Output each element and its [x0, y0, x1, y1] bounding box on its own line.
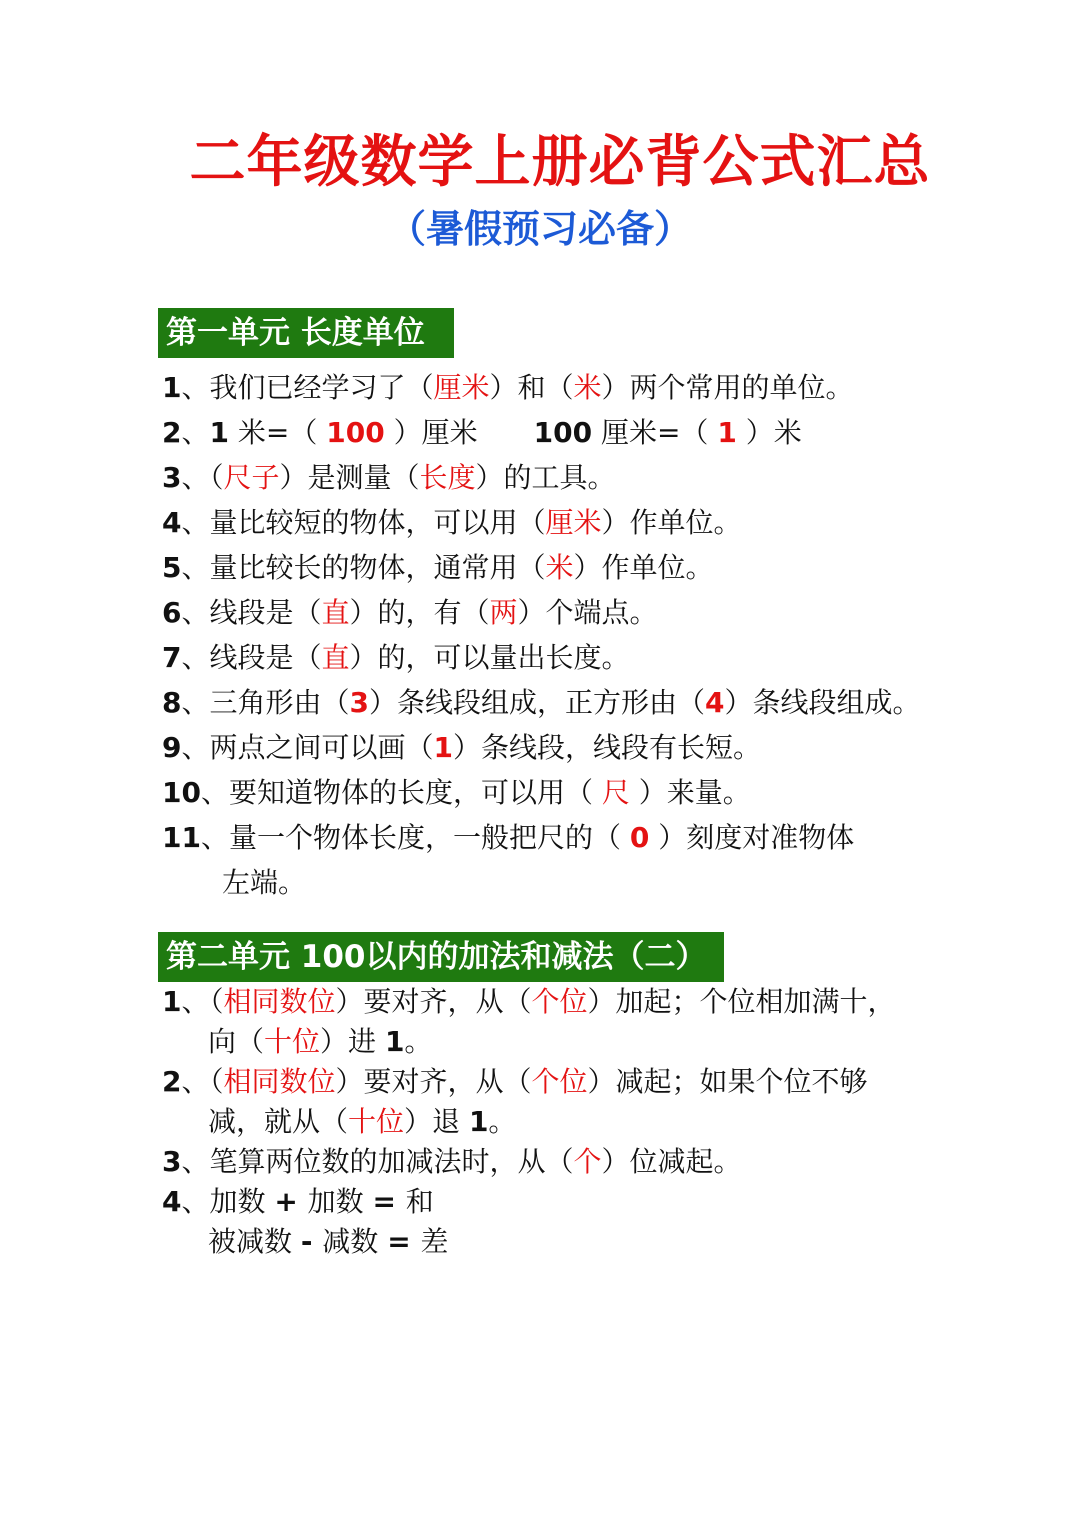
item-text: ）作单位。: [573, 551, 714, 584]
answer-text: 个: [573, 1145, 602, 1178]
item-text: 、量比较长的物体，通常用（: [181, 551, 546, 584]
list-item: [162, 982, 952, 1022]
item-text: ）来量。: [629, 776, 751, 809]
list-item: [162, 455, 952, 500]
answer-text: 尺: [601, 776, 630, 809]
item-text: 和: [405, 1185, 434, 1218]
item-text: ）条线段组成，正方形由（: [368, 686, 705, 719]
item-text: 被减数: [208, 1225, 301, 1258]
item-text: ）厘米: [384, 416, 478, 449]
unit1-heading: 第一单元 长度单位: [158, 308, 454, 358]
operator-text: =: [387, 1225, 421, 1258]
item-text: 1: [209, 416, 229, 449]
item-text: 、三角形由（: [181, 686, 350, 719]
item-text: ）的工具。: [475, 461, 616, 494]
answer-text: 0: [629, 821, 650, 854]
list-item: [162, 725, 952, 770]
item-text: ）的，有（: [349, 596, 490, 629]
unit2-heading: 第二单元 100以内的加法和减法（二）: [158, 932, 724, 982]
answer-text: 两: [489, 596, 518, 629]
item-text: ）的，可以量出长度。: [349, 641, 630, 674]
answer-text: 3: [349, 686, 369, 719]
item-number: 4: [162, 506, 182, 539]
item-text: 1: [468, 1105, 489, 1138]
list-item-continuation: [162, 1102, 952, 1142]
answer-text: 1: [717, 416, 737, 449]
list-item: [162, 1062, 952, 1102]
item-text: ）米: [736, 416, 802, 449]
answer-text: 4: [705, 686, 725, 719]
item-text: 。: [404, 1025, 433, 1058]
item-number: 3: [162, 461, 182, 494]
item-text: 加数: [307, 1185, 373, 1218]
item-number: 1: [162, 985, 182, 1018]
item-number: 9: [162, 731, 182, 764]
item-number: 4: [162, 1185, 182, 1218]
item-text: 减，就从（: [208, 1105, 349, 1138]
item-text: ）是测量（: [279, 461, 420, 494]
item-text: ）刻度对准物体: [649, 821, 855, 854]
item-text: ）和（: [489, 371, 574, 404]
item-text: 、量比较短的物体，可以用（: [181, 506, 546, 539]
list-item: [162, 545, 952, 590]
page-title: 二年级数学上册必背公式汇总: [189, 130, 931, 195]
item-text: ）加起；个位相加满十，: [587, 985, 896, 1018]
item-text: 、（: [181, 461, 224, 494]
item-text: 。: [488, 1105, 517, 1138]
item-text: 1: [384, 1025, 405, 1058]
list-item-continuation: [162, 1222, 952, 1262]
item-text: ）两个常用的单位。: [601, 371, 854, 404]
item-number: 7: [162, 641, 182, 674]
answer-text: 100: [326, 416, 385, 449]
item-text: 、线段是（: [181, 641, 322, 674]
item-text: ）进: [320, 1025, 385, 1058]
item-number: 2: [162, 1065, 182, 1098]
list-item: [162, 590, 952, 635]
list-item: [162, 815, 952, 860]
item-text: ）条线段，线段有长短。: [452, 731, 761, 764]
item-number: 10: [162, 776, 201, 809]
item-text: ）条线段组成。: [724, 686, 921, 719]
list-item: [162, 500, 952, 545]
operator-text: +: [274, 1185, 308, 1218]
operator-text: -: [300, 1225, 323, 1258]
item-number: 3: [162, 1145, 182, 1178]
operator-text: =: [372, 1185, 406, 1218]
item-text: 、两点之间可以画（: [181, 731, 434, 764]
answer-text: 米: [573, 371, 602, 404]
item-number: 5: [162, 551, 182, 584]
item-text: ）退: [404, 1105, 469, 1138]
answer-text: 米: [545, 551, 574, 584]
answer-text: 十位: [348, 1105, 405, 1138]
item-number: 6: [162, 596, 182, 629]
answer-text: 十位: [264, 1025, 321, 1058]
item-text: 、（: [181, 985, 224, 1018]
item-text: 、（: [181, 1065, 224, 1098]
list-item-continuation: [162, 1022, 952, 1062]
page-subtitle: （暑假预习必备）: [387, 207, 692, 251]
answer-text: 厘米: [433, 371, 490, 404]
item-text: 厘米=（: [592, 416, 718, 449]
item-text: 、笔算两位数的加减法时，从（: [181, 1145, 574, 1178]
item-text: 差: [420, 1225, 449, 1258]
list-item-continuation: 左端。: [222, 866, 307, 899]
item-number: 2: [162, 416, 182, 449]
answer-text: 个位: [531, 985, 588, 1018]
item-text: ）个端点。: [517, 596, 658, 629]
list-item: [162, 770, 952, 815]
answer-text: 相同数位: [223, 1065, 336, 1098]
item-number: 11: [162, 821, 201, 854]
item-number: 8: [162, 686, 182, 719]
list-item: [162, 635, 952, 680]
item-text: ）要对齐，从（: [335, 1065, 532, 1098]
unit2-list: [162, 982, 952, 1262]
answer-text: 尺子: [223, 461, 280, 494]
item-text: ）作单位。: [601, 506, 742, 539]
list-item: [162, 1182, 952, 1222]
answer-text: 厘米: [545, 506, 602, 539]
item-text: 、加数: [181, 1185, 275, 1218]
item-text: 米=（: [228, 416, 327, 449]
list-item: [162, 1142, 952, 1182]
answer-text: 1: [433, 731, 453, 764]
answer-text: 个位: [531, 1065, 588, 1098]
answer-text: 直: [321, 596, 350, 629]
item-text: 100: [533, 416, 593, 449]
item-text: 、我们已经学习了（: [181, 371, 434, 404]
item-text: 、线段是（: [181, 596, 322, 629]
answer-text: 相同数位: [223, 985, 336, 1018]
item-text: 、量一个物体长度，一般把尺的（: [200, 821, 630, 854]
item-text: 向（: [208, 1025, 265, 1058]
item-text: ）位减起。: [601, 1145, 742, 1178]
answer-text: 直: [321, 641, 350, 674]
list-item: [162, 365, 952, 410]
item-number: 1: [162, 371, 182, 404]
unit1-list: [162, 365, 952, 905]
answer-text: 长度: [419, 461, 476, 494]
list-item: [162, 410, 952, 455]
item-text: ）减起；如果个位不够: [587, 1065, 868, 1098]
item-text: 、: [181, 416, 210, 449]
item-text: 减数: [322, 1225, 388, 1258]
list-item: [162, 680, 952, 725]
item-text: ）要对齐，从（: [335, 985, 532, 1018]
item-text: 、要知道物体的长度，可以用（: [200, 776, 602, 809]
